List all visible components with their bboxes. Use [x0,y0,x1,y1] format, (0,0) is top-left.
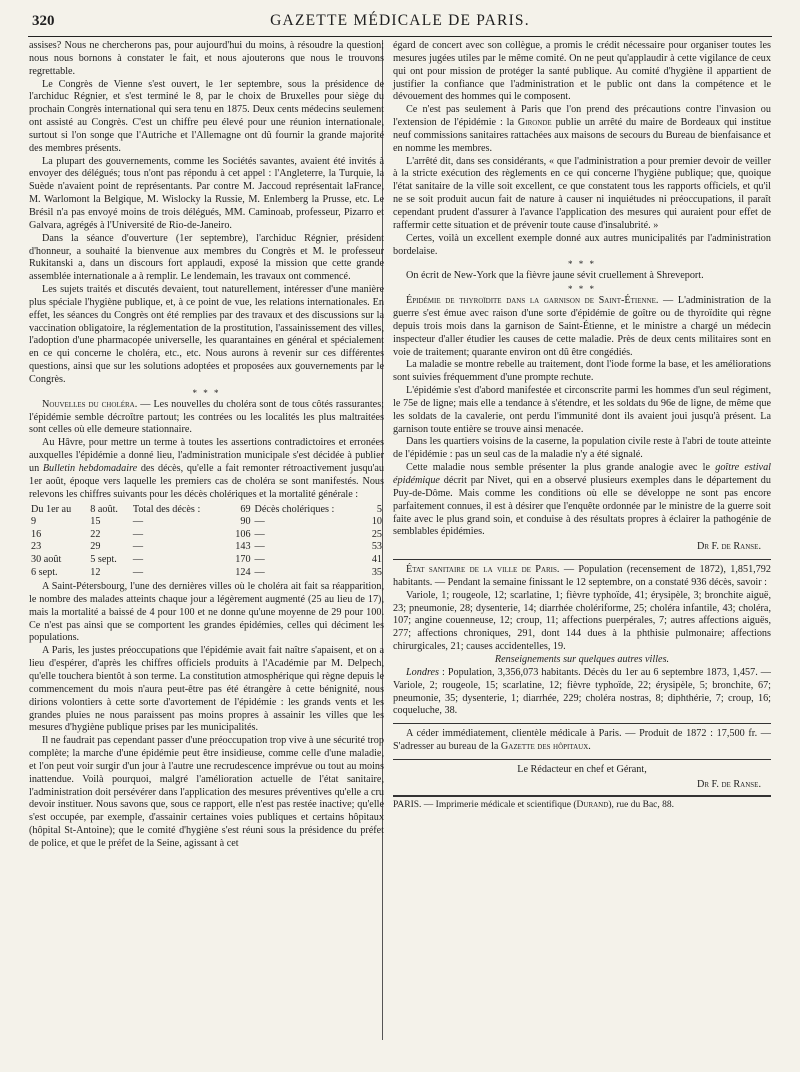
table-cell: — [254,541,265,553]
author-signature: Dr F. de Ranse. [696,541,761,553]
paragraph: La plupart des gouvernements, comme les Sociétés savantes, avaient été invités à envoyer des délégués; tous n'ont pas répondu à cet appel : l'Angleterre, la Turquie, la Suède n'avaient point de représentants. Par contre M. Jaccoud représentait laFrance, M. Warlomont la Belgique, M. Wislocky la Russie, M. Enlemberg la Prusse, etc. Le Brésil n'a pas envoyé moins de trois délégués, MM. Caminoab, professeur, Pizarro et Galvara, agrégés à l'Université de Rio-de-Janeiro. [29,155,384,231]
table-cell: 124 [235,566,251,578]
newspaper-name: Gazette des hôpitaux. [500,741,591,753]
paragraph [393,564,771,590]
table-cell: 5 [376,503,382,515]
table-cell: 5 sept. [90,553,117,565]
paragraph: La maladie se montre rebelle au traitement, dont l'iode forme la base, et les améliorations sont suivies fréquemment d'une prompte rechute. [393,359,771,384]
imprint-text: ), rue du Bac, 88. [608,799,675,810]
right-column [393,40,771,811]
table-cell: — [254,528,265,540]
paragraph: assises? Nous ne chercherons pas, pour aujourd'hui du moins, à résoudre la question; nous nous bornons à constater le fait, et nous ajouterons que nous le trouvons regrettable. [29,40,384,77]
paragraph: A Saint-Pétersbourg, l'une des dernières villes où le choléra ait fait sa réapparition, le nombre des malades atteints chaque jour a légèrement augmenté (25 au lieu de 17), mais la mortalité a baissé de 4 pour 100 et ne donne qu'une moyenne de 29 pour 100. Ce n'est pas ainsi que se comportent les grandes épidémies, celles qui déciment les populations. [29,581,384,644]
emphasis: Bulletin hebdomadaire [42,463,138,474]
table-cell: — [132,553,143,565]
subheading [393,654,771,667]
left-column [29,40,384,851]
paragraph: Les sujets traités et discutés devaient, tout naturellement, intéresser d'une manière plus spéciale l'hygiène publique, et, à ce point de vue, les relations internationales. En effet, les séances du Congrès ont été remplies par des travaux et des discussions sur la vaccination obligatoire, la réglementation de la prostitution, l'assainissement des villes, l'adoption d'une pharmacopée universelle, les quarantaines en général et spécialement en ce qui concerne le choléra, etc., etc. Nous aurons à revenir sur ces différentes questions, ainsi que sur les solutions adoptées et proposées aux gouvernements par le Congrès. [29,284,384,385]
advertisement [393,728,771,754]
paragraph: égard de concert avec son collègue, a promis le crédit nécessaire pour organiser toutes les mesures jugées utiles par le même comité. On ne peut qu'applaudir à cette vigilance de ceux qui ont pour mission de protéger la santé publique. Au comité d'hygiène il appartient de justifier la confiance que l'administration et le public ont dans la compétence et le dévouement des hommes qui le composent. [393,40,771,103]
table-cell: 170 [235,553,251,565]
paragraph: Il ne faudrait pas cependant passer d'une préoccupation trop vive à une sécurité trop complète; la marche d'une épidémie peut être insidieuse, comme celle d'une maladie, et l'on peut voir surgir d'un jour à l'autre une recrudescence imprévue ou tout au moins inattendue. Voilà pourquoi, malgré l'amélioration actuelle de l'état sanitaire, l'administration doit persévérer dans l'application des mesures préventives qu'elle a cru devoir instituer. Nous savons que, sous ce rapport, elle n'est pas restée inactive; qu'elle s'est occupée, par exemple, d'assainir certaines voies publiques et certains hôpitaux (hôpital St-Antoine); que le comité d'hygiène s'est réuni sous la présidence du préfet de police, et que le préfet de la Seine, agissant à cet [29,735,384,849]
table-cell: 10 [371,516,382,528]
table-cell: 15 [90,516,101,528]
paragraph: On écrit de New-York que la fièvre jaune sévit cruellement à Shreveport. [406,270,704,282]
table-cell: 29 [90,541,101,553]
table-cell: — [132,566,143,578]
section-separator: * * * [568,284,596,295]
paragraph: L'épidémie s'est d'abord manifestée et circonscrite parmi les hommes d'un seul régiment, le 75e de ligne; mais elle a tendance à s'étendre, et les soldats du 96e de ligne, de même que les soldats de la cavalerie, ont perdu l'immunité dont ils avaient joui jusqu'à présent. La garnison toute entière se trouve ainsi menacée. [393,385,771,435]
paragraph: Certes, voilà un excellent exemple donné aux autres municipalités par l'administration bordelaise. [393,232,771,257]
paragraph-text: — Population (recensement de 1872), 1,851,792 habitants. — Pendant la semaine finissant le 12 septembre, on a constaté 936 décès, savoir : [393,564,771,588]
paragraph: Le Congrès de Vienne s'est ouvert, le 1er septembre, sous la présidence de l'archiduc Régnier, et s'est terminé le 8, par le choix de Bruxelles pour siège du prochain Congrès international qui sera tenu en 1875. Deux cents médecins seulement ont assisté au Congrès. C'est un chiffre peu élevé pour une réunion internationale, surtout si l'on songe que l'Autriche et l'Allemagne ont dû fournir la grande majorité des membres présents. [29,78,384,154]
paragraph [29,399,384,438]
subheading-text: Renseignements sur quelques autres villes. [494,653,670,665]
table-cell: 143 [235,541,251,553]
paragraph: Variole, 1; rougeole, 12; scarlatine, 1; fièvre typhoïde, 41; érysipèle, 3; bronchite aiguë, 23; pneumonie, 28; dysenterie, 14; diarrhée cholériforme, 25; choléra infantile, 43; choléra, 107; angine couenneuse, 12; croup, 11; affections puerpérales, 7; autres affections aiguës, 277; affections chroniques, 291, dont 144 dues à la phthisie pulmonaire; affections chirurgicales, 21; causes accidentelles, 19. [393,589,771,653]
table-cell: — [254,516,265,528]
imprint [393,799,771,812]
paragraph-text: Cette maladie nous semble présenter la plus grande analogie avec le [406,462,716,474]
running-header [28,10,772,37]
imprint-text: PARIS. — Imprimerie médicale et scientifique ( [393,799,577,810]
table-cell: 16 [31,528,42,540]
journal-title: GAZETTE MÉDICALE DE PARIS. [270,12,530,29]
divider [393,759,771,760]
table-cell: Du 1er au [31,503,72,515]
paragraph-text: — Les nouvelles du choléra sont de tous côtés rassurantes; l'épidémie semble décroître partout; les contrées ou les localités les plus maltraitées sont celles où elle demeure stationnaire. [29,398,384,436]
table-cell: 30 août [31,553,62,565]
editor-signature: Dr F. de Ranse. [696,778,761,790]
table-cell: Décès cholériques : [254,503,335,515]
printer-name: Durand [576,799,609,810]
table-cell: 22 [90,528,101,540]
paragraph [393,295,771,359]
editor-line: Le Rédacteur en chef et Gérant, [517,763,647,775]
paragraph-text: Ce n'est pas seulement à Paris que l'on prend des précautions contre l'invasion ou l'extension de l'épidémie : la [393,104,771,129]
city-label: Londres [406,666,440,678]
table-cell: — [132,528,143,540]
table-cell: 12 [90,566,101,578]
table-cell: 9 [31,516,37,528]
table-cell: 90 [240,516,251,528]
paragraph [393,104,771,155]
paragraph [393,462,771,539]
table-cell: 6 sept. [31,566,58,578]
section-heading: Nouvelles du choléra. [42,398,138,410]
table-cell: 106 [235,528,251,540]
table-cell: Total des décès : [132,503,201,515]
paragraph-text: décrit par Nivet, qui en a observé plusieurs exemples dans le département du Puy-de-Dôme. Mais comme les conditions où elle se développe ne sont pas encore parfaitement connues, il est à désirer que l'enquête ordonnée par le ministre de la guerre soit faite avec le plus grand soin, et conduise à des résultats propres à éclairer la pathogénie de semblables épidémies. [393,475,771,538]
paragraph-text: A céder immédiatement, clientèle médicale à Paris. — Produit de 1872 : 17,500 fr. — S'adresser au bureau de la [393,728,771,753]
section-separator: * * * [568,259,596,270]
paragraph [393,667,771,718]
table-cell: 23 [31,541,42,553]
paragraph-text: — L'administration de la guerre s'est émue avec raison d'une sorte d'épidémie de goître ou de thyroïdite qui règne depuis trois mois dans la garnison de Saint-Étienne, et le ministre a chargé un médecin inspecteur d'aller étudier les causes de cette maladie. Près de deux cents militaires sont en voie de traitement; quarante environ ont dû être congédiés. [393,295,771,358]
table-cell: 69 [240,503,251,515]
paragraph: L'arrêté dit, dans ses considérants, « que l'administration a pour premier devoir de veiller à la stricte exécution des règlements en ce qui concerne l'hygiène publique; que, quoique l'état sanitaire de la ville soit excellent, ce que constatent tous les rapports officiels, et qu'il ne se soit produit aucun fait de nature à causer ni inquiétudes ni préoccupations, il paraît cependant prudent d'assurer à l'avance l'application des mesures qui auraient pour effet de raffermir cette situation et de prévenir toute cause d'insalubrité. » [393,155,771,231]
table-cell: 25 [371,528,382,540]
paragraph-text: des décès, qu'elle a fait remonter rétroactivement jusqu'au 1er août, époque vers laquelle les premiers cas de choléra se sont manifestés. Nous relevons les chiffres suivants pour les décès cholériques et la mortalité générale : [29,463,385,500]
emphasis: goître estival épidémique [393,462,771,486]
section-heading: État sanitaire de la ville de Paris. [406,564,560,576]
table-cell: — [254,566,265,578]
table-row [29,567,384,580]
table-cell: 8 août. [90,503,118,515]
deaths-table [29,504,384,580]
page-number: 320 [32,13,55,29]
paragraph-text: Au Hâvre, pour mettre un terme à toutes les assertions contradictoires et erronées auxquelles l'épidémie a donné lieu, l'administration municipale s'est décidée à publier un [29,437,384,474]
paragraph-text: : Population, 3,356,073 habitants. Décès du 1er au 6 septembre 1873, 1,457. — Variole, 2; rougeole, 15; scarlatine, 12; fièvre typhoïde, 22; érysipèle, 5; bronchite, 67; pneumonie, 35; dysenterie, 1; diarrhée, 229; choléra nostras, 8; diphthérie, 7; croup, 16; coqueluche, 38. [393,666,771,717]
divider [393,723,771,724]
table-row [29,554,384,567]
paragraph: Dans les quartiers voisins de la caserne, la population civile reste à l'abri de toute atteinte de l'épidémie : pas un seul cas de la maladie n'y a été signalé. [393,436,771,461]
paragraph: A Paris, les justes préoccupations que l'épidémie avait fait naître s'apaisent, et on a lieu d'espérer, d'après les chiffres officiels produits à l'Académie par M. Delpech, qu'elle touchera bientôt à son terme. La constitution atmosphérique qui règne depuis le commencement du mois n'aura peut-être pas été étrangère à cette bénignité, nous dirions volontiers à cette sorte d'avortement de l'épidémie : les grands vents et les grandes pluies ne nous paraissent pas moins propres à assainir les villes que les mesures d'hygiène publique prises par les municipalités. [29,645,384,734]
divider [393,795,771,797]
table-row [29,516,384,529]
section-heading: Épidémie de thyroïdite dans la garnison de Saint-Étienne. [406,295,659,307]
table-row [29,541,384,554]
table-cell: 41 [371,553,382,565]
table-cell: 53 [371,541,382,553]
table-row [29,504,384,517]
table-cell: — [132,541,143,553]
paragraph-text: publie un arrêté du maire de Bordeaux qui institue neuf commissions sanitaires rattachées aux maisons de secours du Bureau de bienfaisance et en nomme les membres. [393,117,772,154]
paragraph: Dans la séance d'ouverture (1er septembre), l'archiduc Régnier, président d'honneur, a souhaité la bienvenue aux membres du Congrès et M. le professeur Rukitanski a, dans un discours fort applaudi, exposé la mission que cette grande assemblée internationale a à remplir. Le lendemain, les travaux ont commencé. [29,232,384,283]
newspaper-name: Gironde [517,117,552,129]
table-row [29,529,384,542]
table-cell: 35 [371,566,382,578]
table-cell: — [254,553,265,565]
divider [393,559,771,560]
table-cell: — [132,516,143,528]
paragraph [29,437,384,501]
section-separator: * * * [192,387,221,398]
